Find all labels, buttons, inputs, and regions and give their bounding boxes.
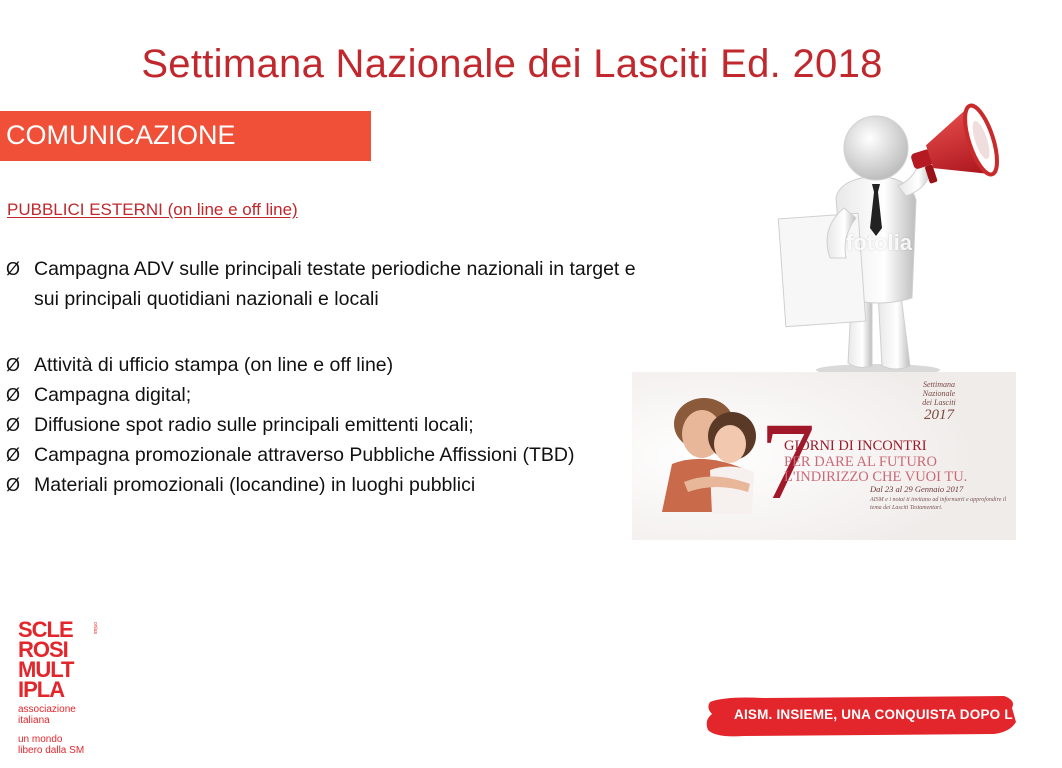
bullet-arrow-icon: Ø [6, 475, 21, 495]
aism-logo [18, 617, 108, 756]
campaign-poster-image [632, 372, 1016, 540]
section-header-label: COMUNICAZIONE [6, 120, 236, 150]
badge-text: Nazionale [922, 389, 956, 398]
logo-line: ROSI [18, 637, 68, 662]
poster-headline: GIORNI DI INCONTRI [784, 438, 927, 454]
bullet-arrow-icon: Ø [6, 445, 21, 465]
logo-line: MULT [18, 657, 74, 682]
poster-big-number: 7 [760, 400, 815, 522]
logo-sub-line: italiana [18, 715, 50, 726]
list-item [6, 470, 656, 500]
list-item [6, 350, 656, 380]
poster-headline: PER DARE AL FUTURO [784, 454, 937, 470]
bullet-arrow-icon: Ø [6, 355, 21, 375]
image-watermark: fotolia [846, 230, 912, 255]
badge-text: dei Lasciti [922, 398, 956, 407]
bullet-list [6, 254, 656, 500]
list-item [6, 440, 656, 470]
logo-motto [18, 734, 108, 756]
bullet-text: Diffusione spot radio sulle principali emittenti locali; [34, 414, 474, 436]
list-item [6, 380, 656, 410]
bullet-text: Campagna digital; [34, 384, 192, 406]
bullet-text: Campagna promozionale attraverso Pubbliche Affissioni (TBD) [34, 444, 575, 466]
list-item [6, 254, 656, 314]
bullet-text: Materiali promozionali (locandine) in luoghi pubblici [34, 474, 476, 496]
bullet-arrow-icon: Ø [6, 415, 21, 435]
section-header-bar [0, 111, 371, 161]
logo-motto-line: libero dalla SM [18, 745, 85, 756]
bullet-text: Attività di ufficio stampa (on line e off line) [34, 354, 394, 376]
megaphone-figure-icon [760, 108, 1020, 378]
tagline-banner [704, 692, 1062, 740]
audience-subheading: PUBBLICI ESTERNI (on line e off line) [7, 200, 298, 219]
badge-text: Settimana [923, 380, 955, 389]
badge-year: 2017 [924, 407, 954, 423]
poster-dates: Dal 23 al 29 Gennaio 2017 [870, 484, 964, 494]
bullet-arrow-icon: Ø [6, 259, 21, 279]
tagline-text: AISM. INSIEME, UNA CONQUISTA DOPO L'ALTRA [734, 707, 1062, 722]
logo-subtitle [18, 704, 108, 726]
logo-motto-line: un mondo [18, 734, 63, 745]
slide-title: Settimana Nazionale dei Lasciti Ed. 2018 [141, 42, 883, 86]
poster-badge [904, 380, 974, 423]
bullet-text: Campagna ADV sulle principali testate periodiche nazionali in target e sui principali quotidiani nazionali e locali [34, 258, 636, 310]
list-item [6, 410, 656, 440]
logo-line: IPLA [18, 677, 65, 702]
bullet-arrow-icon: Ø [6, 385, 21, 405]
logo-sub-line: associazione [18, 704, 76, 715]
poster-small-text: AISM e i notai ti invitano ad informarti e approfondire il tema dei Lasciti Testamentari. [870, 497, 1007, 511]
logo-onlus-label: onlus [92, 622, 98, 634]
logo-line: SCLE [18, 617, 73, 642]
poster-headline: L'INDIRIZZO CHE VUOI TU. [784, 469, 968, 485]
